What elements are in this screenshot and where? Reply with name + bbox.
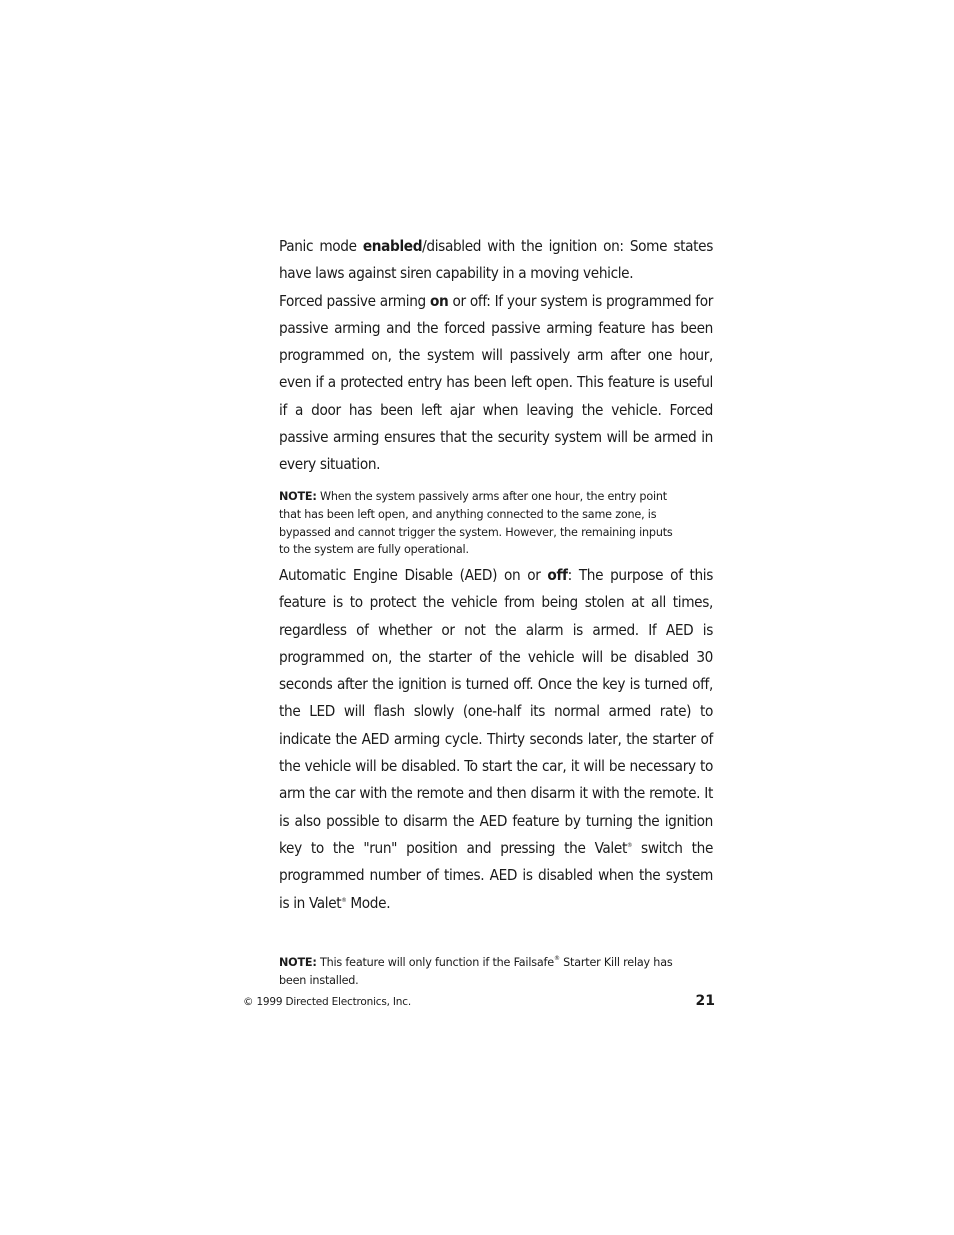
note-1-label: NOTE: — [279, 490, 317, 503]
panic-lead: Panic mode — [279, 237, 363, 255]
aed-bold: off — [547, 566, 568, 584]
forced-bold: on — [429, 291, 449, 310]
note-2-block — [279, 954, 713, 990]
note-2-label: NOTE: — [279, 956, 317, 969]
forced-rest: or off: If your system is programmed for passive arming and the forced passive arming feature has been programmed on, the system will passively arm after one hour, even if a protected entry has been left open. This feature is useful if a door has been left ajar when leaving the vehicle. Forced passive arming ensures that the security system will be armed in every situation. — [279, 291, 713, 474]
paragraph-forced-passive-arming — [279, 288, 713, 479]
registered-mark: ® — [553, 955, 560, 962]
note-2 — [279, 954, 679, 990]
main-text-column — [279, 233, 713, 479]
note-1-text: When the system passively arms after one hour, the entry point that has been left open, and anything connected to the same zone, is bypassed and cannot trigger the system. However, the remaining inputs to the system are fully operational. — [279, 490, 673, 557]
copyright-notice: © 1999 Directed Electronics, Inc. — [243, 996, 411, 1008]
paragraph-panic-mode — [279, 233, 713, 288]
page-number: 21 — [695, 993, 715, 1009]
note-1-block — [279, 488, 713, 559]
panic-bold: enabled — [362, 237, 423, 255]
registered-mark: ® — [341, 896, 347, 904]
forced-lead: Forced passive arming — [279, 291, 430, 310]
aed-part2: switch the programmed number of times. AED is disabled when the system is in Valet — [279, 838, 713, 912]
note-2-text-b: Starter Kill relay has been installed. — [279, 956, 673, 987]
aed-part3: Mode. — [346, 893, 391, 912]
aed-part1: : The purpose of this feature is to protect the vehicle from being stolen at all times, regardless of whether or not the alarm is armed. If AED is programmed on, the starter of the vehicle will be disabled 30 seconds after the ignition is turned off. Once the key is turned off, the LED will flash slowly (one-half its normal armed rate) to indicate the AED arming cycle. Thirty seconds later, the starter of the vehicle will be disabled. To start the car, it will be necessary to arm the car with the remote and then disarm it with the remote. It is also possible to disarm the AED feature by turning the ignition key to the "run" position and pressing the Valet — [279, 566, 713, 857]
panic-rest: /disabled with the ignition on: Some states have laws against siren capability in a moving vehicle. — [279, 237, 713, 283]
registered-mark: ® — [626, 841, 633, 849]
note-2-text-a: This feature will only function if the Failsafe — [316, 956, 554, 969]
aed-text-column — [279, 562, 713, 917]
note-1 — [279, 488, 679, 559]
paragraph-aed — [279, 562, 713, 917]
aed-lead: Automatic Engine Disable (AED) on or — [279, 566, 548, 584]
